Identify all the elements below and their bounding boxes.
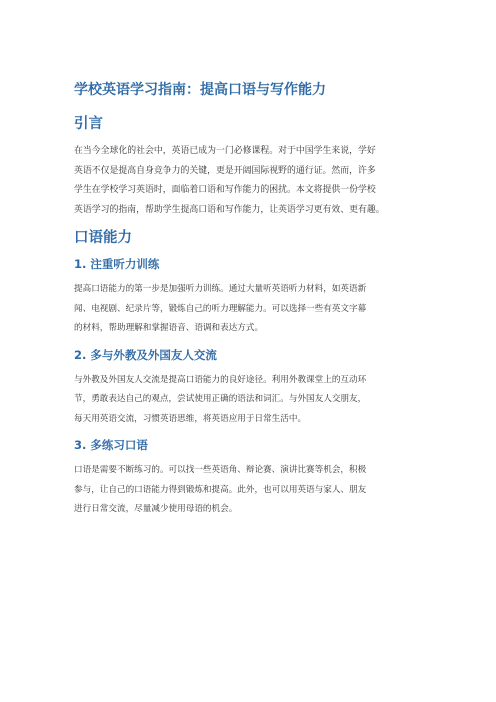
paragraph-line: 口语是需要不断练习的。可以找一些英语角、辩论赛、演讲比赛等机会，积极 (74, 465, 367, 475)
section-heading-listening: 1. 注重听力训练 (74, 257, 160, 271)
document-title: 学校英语学习指南：提高口语与写作能力 (74, 82, 326, 98)
section-paragraph-communication (74, 371, 438, 430)
speaking-heading: 口语能力 (74, 230, 132, 246)
paragraph-line: 进行日常交流，尽量减少使用母语的机会。 (74, 504, 238, 514)
paragraph-line: 参与，让自己的口语能力得到锻炼和提高。此外，也可以用英语与家人、朋友 (74, 484, 367, 495)
paragraph-line: 英语不仅是提高自身竞争力的关键，更是开阔国际视野的通行证。然而，许多 (74, 165, 376, 176)
paragraph-line: 提高口语能力的第一步是加强听力训练。通过大量听英语听力材料，如英语新 (74, 284, 367, 294)
section-heading-communication: 2. 多与外教及外国友人交流 (74, 347, 217, 362)
paragraph-line: 每天用英语交流，习惯英语思维，将英语应用于日常生活中。 (74, 413, 307, 424)
paragraph-line: 与外教及外国友人交流是提高口语能力的良好途径。利用外教课堂上的互动环 (74, 374, 367, 385)
section-paragraph-listening (74, 280, 438, 339)
intro-paragraph (74, 142, 438, 220)
paragraph-line: 在当今全球化的社会中，英语已成为一门必修课程。对于中国学生来说，学好 (74, 146, 376, 156)
intro-heading: 引言 (74, 116, 103, 132)
section-heading-practice: 3. 多练习口语 (74, 438, 148, 452)
section-paragraph-practice (74, 461, 438, 520)
paragraph-line: 节，勇敢表达自己的观点，尝试使用正确的语法和词汇。与外国友人交朋友， (74, 394, 367, 404)
paragraph-line: 的材料，帮助理解和掌握语音、语调和表达方式。 (74, 323, 264, 333)
paragraph-line: 闻、电视剧、纪录片等，锻炼自己的听力理解能力。可以选择一些有英文字幕 (74, 303, 367, 314)
paragraph-line: 学生在学校学习英语时，面临着口语和写作能力的困扰。本文将提供一份学校 (74, 185, 376, 195)
paragraph-line: 英语学习的指南，帮助学生提高口语和写作能力，让英语学习更有效、更有趣。 (74, 204, 385, 215)
